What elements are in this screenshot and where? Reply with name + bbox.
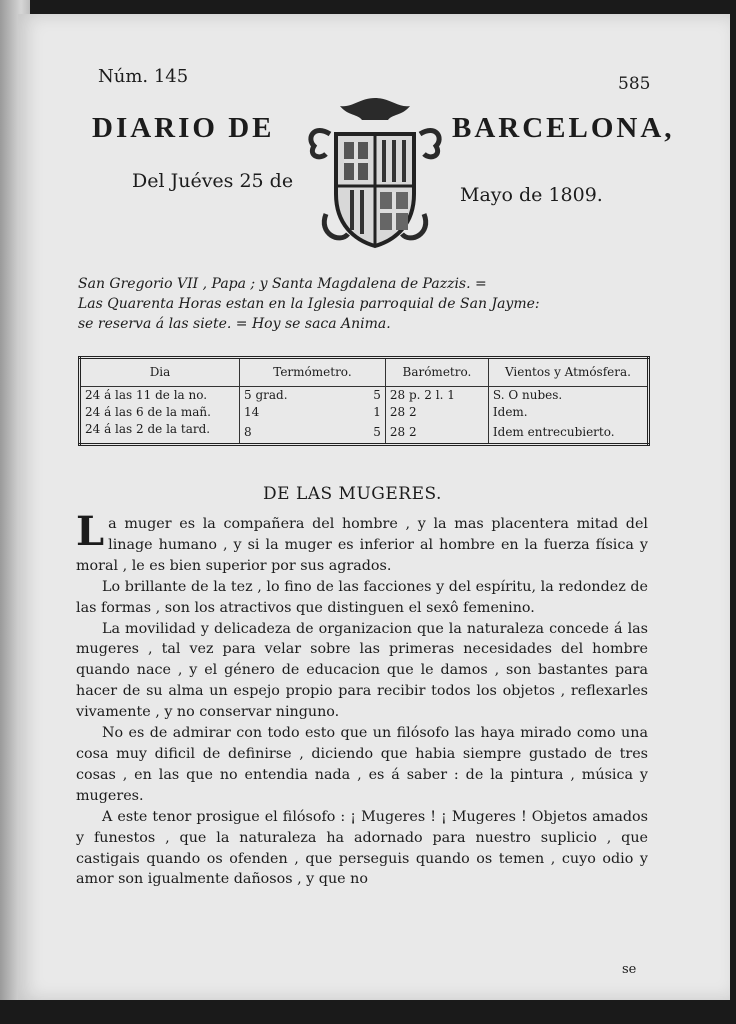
paragraph-text: a muger es la compañera del hombre , y la mas placentera mitad del linage humano , y si la muger es inferior al hombre en la fuerza física y moral , le es bien superior por sus agrados. xyxy=(76,516,648,574)
cell-barometer: 28 p. 2 l. 1 xyxy=(385,387,488,405)
article-heading: DE LAS MUGERES. xyxy=(263,484,442,504)
col-header-day: Dia xyxy=(80,358,240,387)
paragraph: No es de admirar con todo esto que un filósofo las haya mirado como una cosa muy dificil de definirse , diciendo que habia siempre gustado de tres cosas , en las que no entendia nada , es á saber : de la pintura , música y mugeres. xyxy=(76,725,648,804)
cell-temp-frac: 1 xyxy=(373,405,381,419)
page-number: 585 xyxy=(618,74,651,94)
cell-temp-frac: 5 xyxy=(373,388,381,402)
masthead-right: BARCELONA, xyxy=(452,112,675,144)
cell-temp: 5 grad. xyxy=(240,387,351,405)
article-body xyxy=(76,508,648,890)
catchword: se xyxy=(622,962,637,977)
cell-barometer: 28 2 xyxy=(385,404,488,421)
cell-temp-frac: 5 xyxy=(373,424,381,439)
newspaper-page xyxy=(18,14,730,1000)
masthead-left: DIARIO DE xyxy=(92,112,275,144)
cell-day: 24 á las 2 de la tard. xyxy=(80,421,240,445)
cell-winds: S. O nubes. xyxy=(488,387,648,405)
drop-cap: L xyxy=(76,508,105,555)
saints-line: San Gregorio VII , Papa ; y Santa Magdalena de Pazzis. = xyxy=(78,276,487,292)
saints-notice xyxy=(78,274,678,334)
saints-line: se reserva á las siete. = Hoy se saca Anima. xyxy=(78,316,391,332)
table-header-row xyxy=(80,358,649,387)
saints-line: Las Quarenta Horas estan en la Iglesia parroquial de San Jayme: xyxy=(78,296,540,312)
col-header-barometer: Barómetro. xyxy=(385,358,488,387)
col-header-thermometer: Termómetro. xyxy=(240,358,386,387)
cell-day: 24 á las 11 de la no. xyxy=(80,387,240,405)
date-right: Mayo de 1809. xyxy=(460,184,603,206)
cell-winds: Idem. xyxy=(488,404,648,421)
cell-temp: 14 xyxy=(240,404,351,421)
date-left: Del Juéves 25 de xyxy=(132,170,294,192)
cell-temp: 8 xyxy=(240,421,351,445)
cell-winds: Idem entrecubierto. xyxy=(488,421,648,445)
table-row xyxy=(80,404,649,421)
weather-table xyxy=(78,356,650,446)
table-row xyxy=(80,421,649,445)
coat-of-arms-icon xyxy=(300,94,450,254)
paragraph xyxy=(76,508,648,577)
col-header-winds: Vientos y Atmósfera. xyxy=(488,358,648,387)
paragraph: La movilidad y delicadeza de organizacion que la naturaleza concede á las mugeres , tal vez para velar sobre las primeras necesidades del hombre quando nace , y el género de educacion que le damos , son bastantes para hacer de su alma un espejo propio para recibir todos los objetos , reflexarles vivamente , y no conservar ninguno. xyxy=(76,620,648,721)
cell-barometer: 28 2 xyxy=(385,421,488,445)
issue-number: Núm. 145 xyxy=(98,66,189,87)
paragraph: A este tenor prosigue el filósofo : ¡ Mugeres ! ¡ Mugeres ! Objetos amados y funestos , que la naturaleza ha adornado para nuestro suplicio , que castigais quando os ofenden , que perseguis quando os temen , cuyo odio y amor son igualmente dañosos , y que no xyxy=(76,808,648,888)
cell-day: 24 á las 6 de la mañ. xyxy=(80,404,240,421)
paragraph: Lo brillante de la tez , lo fino de las facciones y del espíritu, la redondez de las formas , son los atractivos que distinguen el sexô femenino. xyxy=(76,578,648,616)
table-row xyxy=(80,387,649,405)
